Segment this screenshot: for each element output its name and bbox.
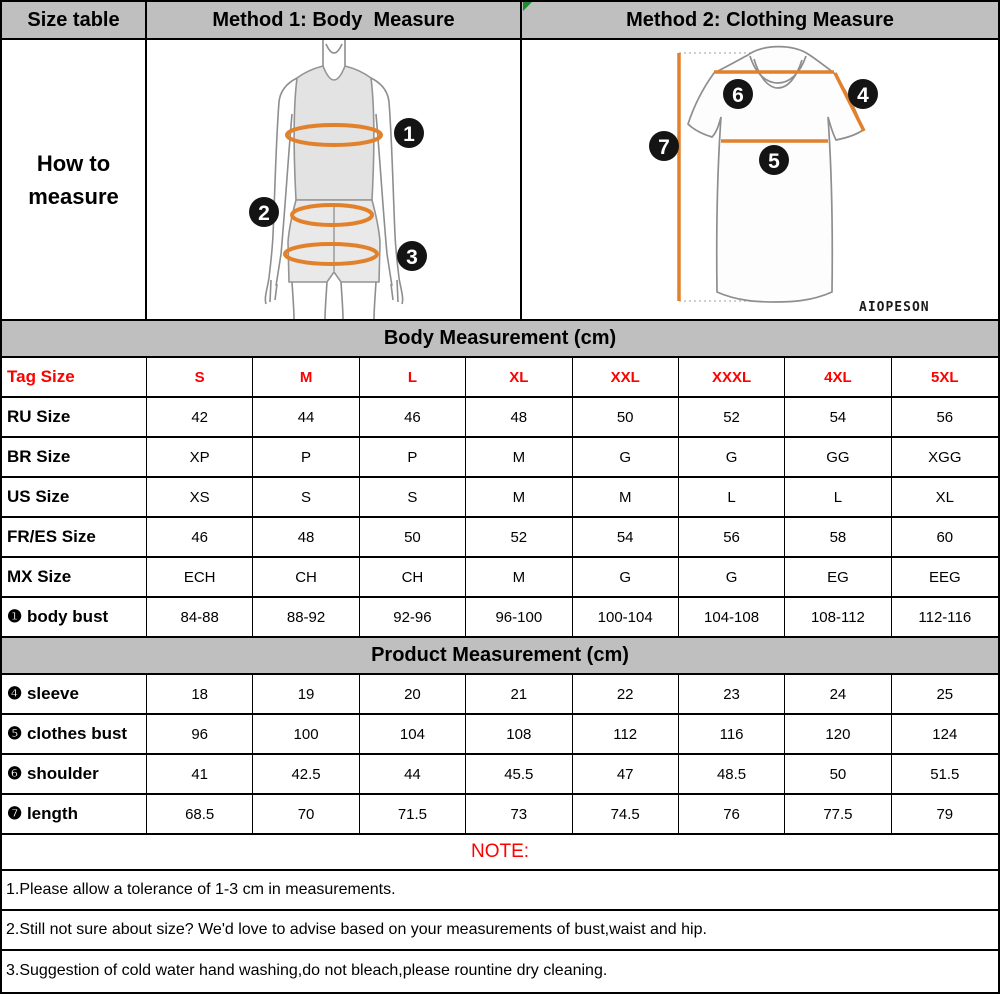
note-header: NOTE: — [2, 835, 998, 871]
table-cell: S — [253, 478, 359, 516]
table-cell: 18 — [147, 675, 253, 713]
header-size-table: Size table — [2, 2, 147, 38]
marker-4-number: 4 — [857, 84, 869, 107]
marker-1-number: 1 — [403, 123, 415, 146]
table-cell: 54 — [573, 518, 679, 556]
table-cell: S — [147, 358, 253, 396]
table-cell: 108-112 — [785, 598, 891, 636]
table-cell: 112 — [573, 715, 679, 753]
table-cell: 44 — [253, 398, 359, 436]
brand-text: AIOPESON — [859, 300, 930, 315]
shorts — [288, 200, 380, 282]
table-cell: G — [573, 558, 679, 596]
table-cell: 60 — [892, 518, 998, 556]
table-row — [2, 438, 998, 478]
table-cell: 116 — [679, 715, 785, 753]
table-cell: M — [573, 478, 679, 516]
how-to-measure-line2: measure — [28, 183, 119, 209]
table-cell: 100 — [253, 715, 359, 753]
cell-corner-marker-icon — [523, 2, 532, 11]
table-cell: S — [360, 478, 466, 516]
table-cell: 120 — [785, 715, 891, 753]
marker-5-number: 5 — [768, 150, 780, 173]
table-cell: 92-96 — [360, 598, 466, 636]
table-cell: 56 — [679, 518, 785, 556]
row-label: ❶ body bust — [2, 598, 147, 636]
table-cell: 42.5 — [253, 755, 359, 793]
notes-list — [2, 871, 998, 991]
tshirt-figure-svg — [522, 40, 998, 319]
table-cell: XL — [466, 358, 572, 396]
how-to-measure-label — [2, 40, 147, 319]
table-cell: CH — [360, 558, 466, 596]
table-cell: CH — [253, 558, 359, 596]
marker-2-number: 2 — [258, 202, 270, 225]
marker-3-number: 3 — [406, 246, 418, 269]
table-row — [2, 398, 998, 438]
table-cell: 104-108 — [679, 598, 785, 636]
table-cell: 48.5 — [679, 755, 785, 793]
table-cell: 44 — [360, 755, 466, 793]
row-label: ❹ sleeve — [2, 675, 147, 713]
table-cell: 42 — [147, 398, 253, 436]
table-cell: 48 — [253, 518, 359, 556]
table-cell: 54 — [785, 398, 891, 436]
top-header-row — [2, 2, 998, 40]
table-cell: M — [466, 478, 572, 516]
table-cell: XL — [892, 478, 998, 516]
table-row — [2, 358, 998, 398]
row-label: RU Size — [2, 398, 147, 436]
table-cell: EG — [785, 558, 891, 596]
note-item: 2.Still not sure about size? We'd love to advise based on your measurements of bust,waist and hip. — [2, 911, 998, 951]
table-cell: 50 — [360, 518, 466, 556]
table-cell: 4XL — [785, 358, 891, 396]
table-cell: XXXL — [679, 358, 785, 396]
table-cell: 76 — [679, 795, 785, 833]
row-label: ❻ shoulder — [2, 755, 147, 793]
table-cell: 22 — [573, 675, 679, 713]
table-row — [2, 478, 998, 518]
table-cell: M — [253, 358, 359, 396]
marker-6-number: 6 — [732, 84, 744, 107]
table-row — [2, 715, 998, 755]
table-cell: 84-88 — [147, 598, 253, 636]
table-cell: 56 — [892, 398, 998, 436]
table-cell: 20 — [360, 675, 466, 713]
table-cell: 88-92 — [253, 598, 359, 636]
table-row — [2, 675, 998, 715]
table-cell: 46 — [147, 518, 253, 556]
table-cell: 23 — [679, 675, 785, 713]
table-cell: 70 — [253, 795, 359, 833]
table-cell: L — [785, 478, 891, 516]
table-row — [2, 558, 998, 598]
table-cell: 112-116 — [892, 598, 998, 636]
legs — [292, 282, 376, 319]
row-label: BR Size — [2, 438, 147, 476]
row-label: ❼ length — [2, 795, 147, 833]
table-row — [2, 795, 998, 835]
table-row — [2, 518, 998, 558]
table-cell: G — [679, 558, 785, 596]
table-cell: 50 — [785, 755, 891, 793]
table-cell: 100-104 — [573, 598, 679, 636]
table-cell: M — [466, 558, 572, 596]
table-cell: 68.5 — [147, 795, 253, 833]
header-method2-label: Method 2: Clothing Measure — [626, 8, 894, 31]
table-cell: G — [573, 438, 679, 476]
body-measurement-table — [2, 358, 998, 638]
row-label: FR/ES Size — [2, 518, 147, 556]
table-cell: XGG — [892, 438, 998, 476]
table-cell: XS — [147, 478, 253, 516]
table-cell: 73 — [466, 795, 572, 833]
table-cell: 19 — [253, 675, 359, 713]
table-cell: 46 — [360, 398, 466, 436]
product-measurement-table — [2, 675, 998, 835]
table-cell: XXL — [573, 358, 679, 396]
row-label: Tag Size — [2, 358, 147, 396]
product-measurement-header: Product Measurement (cm) — [2, 638, 998, 675]
table-cell: 58 — [785, 518, 891, 556]
table-cell: 51.5 — [892, 755, 998, 793]
marker-7-number: 7 — [658, 136, 670, 159]
table-cell: 96-100 — [466, 598, 572, 636]
table-cell: L — [360, 358, 466, 396]
table-cell: 124 — [892, 715, 998, 753]
body-figure-svg — [147, 40, 522, 319]
table-cell: G — [679, 438, 785, 476]
table-cell: 21 — [466, 675, 572, 713]
table-row — [2, 755, 998, 795]
table-cell: XP — [147, 438, 253, 476]
table-cell: 74.5 — [573, 795, 679, 833]
table-cell: 25 — [892, 675, 998, 713]
header-method1: Method 1: Body Measure — [147, 2, 522, 38]
body-measure-illustration — [147, 40, 522, 319]
note-item: 1.Please allow a tolerance of 1-3 cm in measurements. — [2, 871, 998, 911]
table-cell: 47 — [573, 755, 679, 793]
table-cell: L — [679, 478, 785, 516]
table-cell: 79 — [892, 795, 998, 833]
table-cell: EEG — [892, 558, 998, 596]
body-measurement-header: Body Measurement (cm) — [2, 321, 998, 358]
row-label: US Size — [2, 478, 147, 516]
illustration-row — [2, 40, 998, 321]
table-cell: 5XL — [892, 358, 998, 396]
table-cell: 104 — [360, 715, 466, 753]
table-cell: ECH — [147, 558, 253, 596]
how-to-measure-line1: How to — [36, 150, 111, 176]
table-cell: P — [360, 438, 466, 476]
table-cell: 45.5 — [466, 755, 572, 793]
clothing-measure-illustration — [522, 40, 998, 319]
table-cell: 52 — [466, 518, 572, 556]
row-label: MX Size — [2, 558, 147, 596]
table-cell: 71.5 — [360, 795, 466, 833]
table-cell: 48 — [466, 398, 572, 436]
note-item: 3.Suggestion of cold water hand washing,do not bleach,please rountine dry cleaning. — [2, 951, 998, 991]
table-cell: 52 — [679, 398, 785, 436]
row-label: ❺ clothes bust — [2, 715, 147, 753]
table-cell: 41 — [147, 755, 253, 793]
table-cell: 24 — [785, 675, 891, 713]
table-cell: GG — [785, 438, 891, 476]
table-cell: 108 — [466, 715, 572, 753]
tank-top — [294, 66, 374, 200]
table-cell: M — [466, 438, 572, 476]
table-cell: 77.5 — [785, 795, 891, 833]
table-cell: 50 — [573, 398, 679, 436]
header-method2 — [522, 2, 998, 38]
table-row — [2, 598, 998, 638]
table-cell: 96 — [147, 715, 253, 753]
table-cell: P — [253, 438, 359, 476]
